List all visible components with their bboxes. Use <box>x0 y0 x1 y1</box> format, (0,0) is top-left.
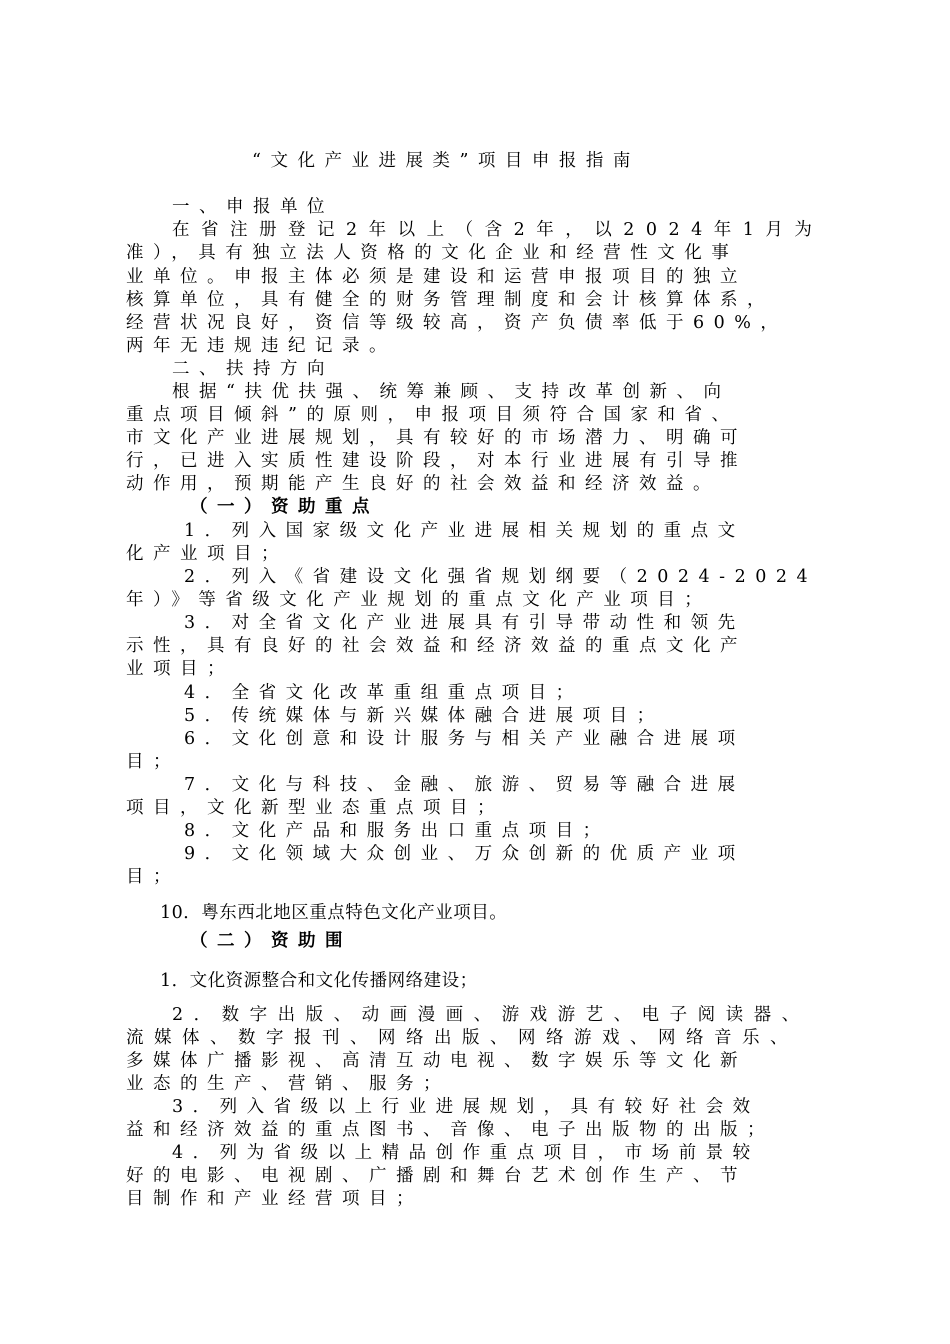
section-heading-support-direction: 二、扶持方向 <box>172 359 334 379</box>
list-item: 目； <box>126 752 180 772</box>
section-heading-applicant: 一、申报单位 <box>172 197 334 217</box>
list-item: 2．数字出版、动画漫画、游戏游艺、电子阅读器、 <box>172 1005 810 1025</box>
list-item: 目； <box>126 867 180 887</box>
paragraph-line: 行，已进入实质性建设阶段，对本行业进展有引导推 <box>126 451 747 471</box>
list-item: 多媒体广播影视、高清互动电视、数字娱乐等文化新 <box>126 1051 747 1071</box>
paragraph-line: 经营状况良好，资信等级较高，资产负债率低于60%， <box>126 313 788 333</box>
list-item: 1．列入国家级文化产业进展相关规划的重点文 <box>184 521 745 541</box>
list-item: 5．传统媒体与新兴媒体融合进展项目； <box>184 706 664 726</box>
list-item: 9．文化领域大众创业、万众创新的优质产业项 <box>184 844 745 864</box>
list-item: 4．列为省级以上精品创作重点项目，市场前景较 <box>172 1143 760 1163</box>
paragraph-line: 在省注册登记2年以上（含2年，以2024年1月为 <box>172 220 824 240</box>
list-item: 10．粤东西北地区重点特色文化产业项目。 <box>160 903 508 923</box>
list-item: 项目，文化新型业态重点项目； <box>126 798 504 818</box>
list-item: 好的电影、电视剧、广播剧和舞台艺术创作生产、节 <box>126 1166 747 1186</box>
page-title: “文化产业进展类”项目申报指南 <box>252 151 640 171</box>
list-item: 业项目； <box>126 659 234 679</box>
list-item: 示性，具有良好的社会效益和经济效益的重点文化产 <box>126 636 747 656</box>
paragraph-line: 重点项目倾斜”的原则，申报项目须符合国家和省、 <box>126 405 739 425</box>
paragraph-line: 动作用，预期能产生良好的社会效益和经济效益。 <box>126 474 720 494</box>
paragraph-line: 业单位。申报主体必须是建设和运营申报项目的独立 <box>126 267 747 287</box>
paragraph-line: 根据“扶优扶强、统筹兼顾、支持改革创新、向 <box>172 382 731 402</box>
list-item: 流媒体、数字报刊、网络出版、网络游戏、网络音乐、 <box>126 1028 798 1048</box>
list-item: 6．文化创意和设计服务与相关产业融合进展项 <box>184 729 745 749</box>
list-item: 3．列入省级以上行业进展规划，具有较好社会效 <box>172 1097 760 1117</box>
list-item: 2．列入《省建设文化强省规划纲要（2024-2024 <box>184 567 818 587</box>
paragraph-line: 核算单位，具有健全的财务管理制度和会计核算体系， <box>126 290 774 310</box>
paragraph-line: 准），具有独立法人资格的文化企业和经营性文化事 <box>126 243 739 263</box>
list-item: 7．文化与科技、金融、旅游、贸易等融合进展 <box>184 775 745 795</box>
list-item: 业态的生产、营销、服务； <box>126 1074 450 1094</box>
paragraph-line: 两年无违规违纪记录。 <box>126 336 396 356</box>
list-item: 1．文化资源整合和文化传播网络建设； <box>160 971 478 991</box>
list-item: 3．对全省文化产业进展具有引导带动性和领先 <box>184 613 745 633</box>
subsection-heading-funding-scope: （二）资助围 <box>190 931 352 951</box>
list-item: 4．全省文化改革重组重点项目； <box>184 683 583 703</box>
list-item: 8．文化产品和服务出口重点项目； <box>184 821 610 841</box>
list-item: 目制作和产业经营项目； <box>126 1189 423 1209</box>
paragraph-line: 市文化产业进展规划，具有较好的市场潜力、明确可 <box>126 428 747 448</box>
list-item: 益和经济效益的重点图书、音像、电子出版物的出版； <box>126 1120 774 1140</box>
list-item: 化产业项目； <box>126 544 288 564</box>
subsection-heading-funding-focus: （一）资助重点 <box>190 497 379 517</box>
list-item: 年）》等省级文化产业规划的重点文化产业项目； <box>126 590 712 610</box>
